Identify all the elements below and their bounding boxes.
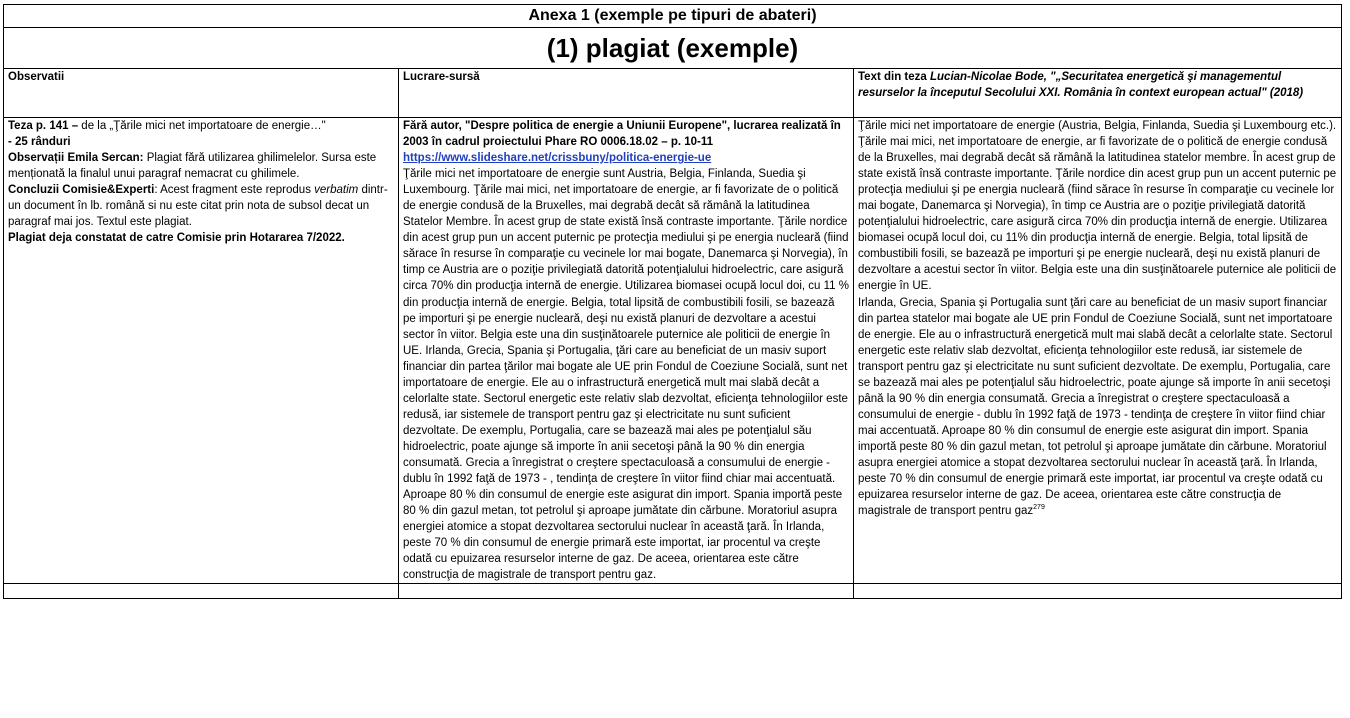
footnote-marker: 279 [1033,504,1045,512]
source-body: Ţările mici net importatoare de energie sunt Austria, Belgia, Finlanda, Suedia şi Luxembourg. Ţările mai mici, net importatoare de energie, ar fi favorizate de o politică de energie condusă de la Bruxelles, mai degrabă decât să rămână la latitudinea Statelor Membre. În acest grup de state există însă contraste importante. Ţările nordice din acest grup pun un accent puternic pe protecţia mediului şi pe energia nucleară (fiind sărace în resurse în comparaţie cu vecinele lor mai bogate, Danemarca şi Norvegia), în timp ce Austria are o poziţie privilegiată datorită potenţialului hidroelectric, care asigură circa 70% din producţia internă de energie. Utilizarea biomasei ocupă locul doi, cu 11 % din producţia internă de energie. Belgia, total lipsită de combustibili fosili, se bazează pe importuri şi pe energie nucleară, deşi nu există planuri de dezvoltare a acestui sector în viitor. Belgia este una din susţinătoarele puternice ale politicii de energie în UE. Irlanda, Grecia, Spania şi Portugalia, ţări care au beneficiat de un masiv suport financiar din partea ţărilor mai bogate ale UE prin Fondul de Coeziune Socială, sunt net importatoare de energie. Ele au o infrastructură energetică mult mai slabă decât a celorlalte state. Sectorul energetic este relativ slab dezvoltat, eficienţa tehnologiilor este redusă, iar sistemele de transport pentru gaz şi electricitate nu sunt suficient dezvoltate. De exemplu, Portugalia, care se bazează mai ales pe potenţialul său hidroelectric, poate ajunge să importe în anii secetoşi până la 90 % din energia consumată. Grecia a înregistrat o creştere spectaculoasă a consumului de energie - dublu în 1992 faţă de 1973 - , tendinţa de creştere în viitor fiind chiar mai accentuată. Aproape 80 % din consumul de energie este asigurat din import. Spania importă peste 80 % din gazul metan, tot petrolul şi aproape jumătate din cărbune. Moratoriul asupra energiei atomice a stopat dezvoltarea sectorului nuclear în această ţară. În Irlanda, peste 70 % din consumul de energie primară este importat, iar procentul va creşte odată cu epuizarea resurselor interne de gaz. De aceea, orientarea este către construcţia de magistrale de transport pentru gaz. [403,168,849,582]
header-observatii: Observatii [4,69,399,118]
annex-title: Anexa 1 (exemple pe tipuri de abateri) [4,5,1342,28]
thesis-paragraph-2-text: Irlanda, Grecia, Spania şi Portugalia sunt ţări care au beneficiat de un masiv suport financiar din partea statelor mai bogate ale UE prin Fondul de Coeziune Socială, sunt net importatoare de energie. Ele au o infrastructură energetică mult mai slabă decât a celorlalte state. Sectorul energetic este relativ slab dezvoltat, eficienţa tehnologiilor este redusă, iar sistemele de transport pentru gaz şi electricitate nu sunt suficient dezvoltate. De exemplu, Portugalia, care se bazează mai ales pe potenţialul său hidroelectric, poate ajunge să importe în anii secetoşi până la 90 % din energia consumată. Grecia a înregistrat o creştere spectaculoasă a consumului de energie - dublu în 1992 faţă de 1973 - tendinţa de creştere în viitor fiind chiar mai accentuată. Aproape 80 % din consumul de energie este asigurat din import. Spania importă peste 80 % din gazul metan, tot petrolul şi aproape jumătate din cărbune. Moratoriul asupra energiei atomice a stopat dezvoltarea sectorului nuclear în această ţară. În Irlanda, peste 70 % din consumul de energie primară este importat, iar procentul va creşte odată cu epuizarea resurselor interne de gaz. De aceea, orientarea este către construcţia de magistrale de transport pentru gaz [858,296,1333,518]
teza-text: de la „Ţările mici net importatoare de energie…" [78,120,326,132]
emila-observation [8,150,394,182]
source-link[interactable]: https://www.slideshare.net/crissbuny/politica-energie-ue [403,152,712,165]
header-lucrare-sursa: Lucrare-sursă [399,69,854,118]
teza-reference [8,118,394,134]
plagiarism-table [3,4,1342,599]
next-row-cell-2 [399,584,854,599]
commission-conclusion [8,182,394,230]
concluzii-label: Concluzii Comisie&Experti [8,184,155,197]
source-heading: Fără autor, "Despre politica de energie a Uniunii Europene", lucrarea realizată în 2003 în cadrul proiectului Phare RO 0006.18.02 – p. 10-11 [403,120,841,149]
thesis-paragraph-1: Ţările mici net importatoare de energie (Austria, Belgia, Finlanda, Suedia şi Luxembourg etc.). Ţările mai mici, net importatoare de energie, ar fi favorizate de o politică de energie condusă de la Bruxelles, mai degrabă decât să rămână la latitudinea statelor membre. În acest grup de state există însă contraste importante. Ţările nordice din acest grup pun un accent puternic pe protecţia mediului şi pe energia nucleară (fiind sărace în resurse în comparaţie cu vecinele lor mai bogate, Danemarca şi Norvegia), în timp ce Austria are o poziţie privilegiată datorită potenţialului hidroelectric, care asigură circa 70% din producţia internă de energie. Utilizarea biomasei ocupă locul doi, cu 11% din producţia internă de energie. Belgia, total lipsită de combustibili fosili, se bazează pe importuri şi pe energie nucleară, deşi nu există planuri de dezvoltare a acestui sector în viitor. Belgia este una din susţinătoarele puternice ale politicii de energie în UE. [858,120,1337,293]
thesis-paragraph-2 [858,295,1337,520]
header-text-teza-title: , "„Securitatea energetică şi managementul resurselor la începutul Secolului XXI. România în context european actual" (2018) [858,71,1304,99]
hotarare-note: Plagiat deja constatat de catre Comisie prin Hotararea 7/2022. [8,232,345,245]
emila-text: Plagiat fără utilizarea ghilimelelor. Sursa este menționată la finalul unui paragraf nemacrat cu ghilimele. [8,152,377,181]
concluzii-verbatim: verbatim [314,184,359,197]
lines-count: - 25 rânduri [8,136,71,149]
source-cell [399,118,854,584]
thesis-cell [854,118,1342,584]
concluzii-text-1: : Acest fragment este reprodus [154,184,315,197]
table-row [4,118,1342,584]
header-text-teza-author: Lucian-Nicolae Bode [930,71,1044,83]
header-text-teza [854,69,1342,118]
observations-cell [4,118,399,584]
next-row-cell-3 [854,584,1342,599]
next-row-cell-1 [4,584,399,599]
next-row-cut [4,584,1342,599]
section-title: (1) plagiat (exemple) [4,28,1342,69]
table-header-row [4,69,1342,118]
emila-label: Observații Emila Sercan: [8,152,144,165]
teza-label: Teza p. 141 – [8,120,79,132]
concluzii-text-2: dintr-un document în lb. română si nu este citat prin nota de subsol decat un paragraf mai jos. Textul este plagiat. [8,184,388,229]
header-text-teza-prefix: Text din teza [858,71,930,83]
